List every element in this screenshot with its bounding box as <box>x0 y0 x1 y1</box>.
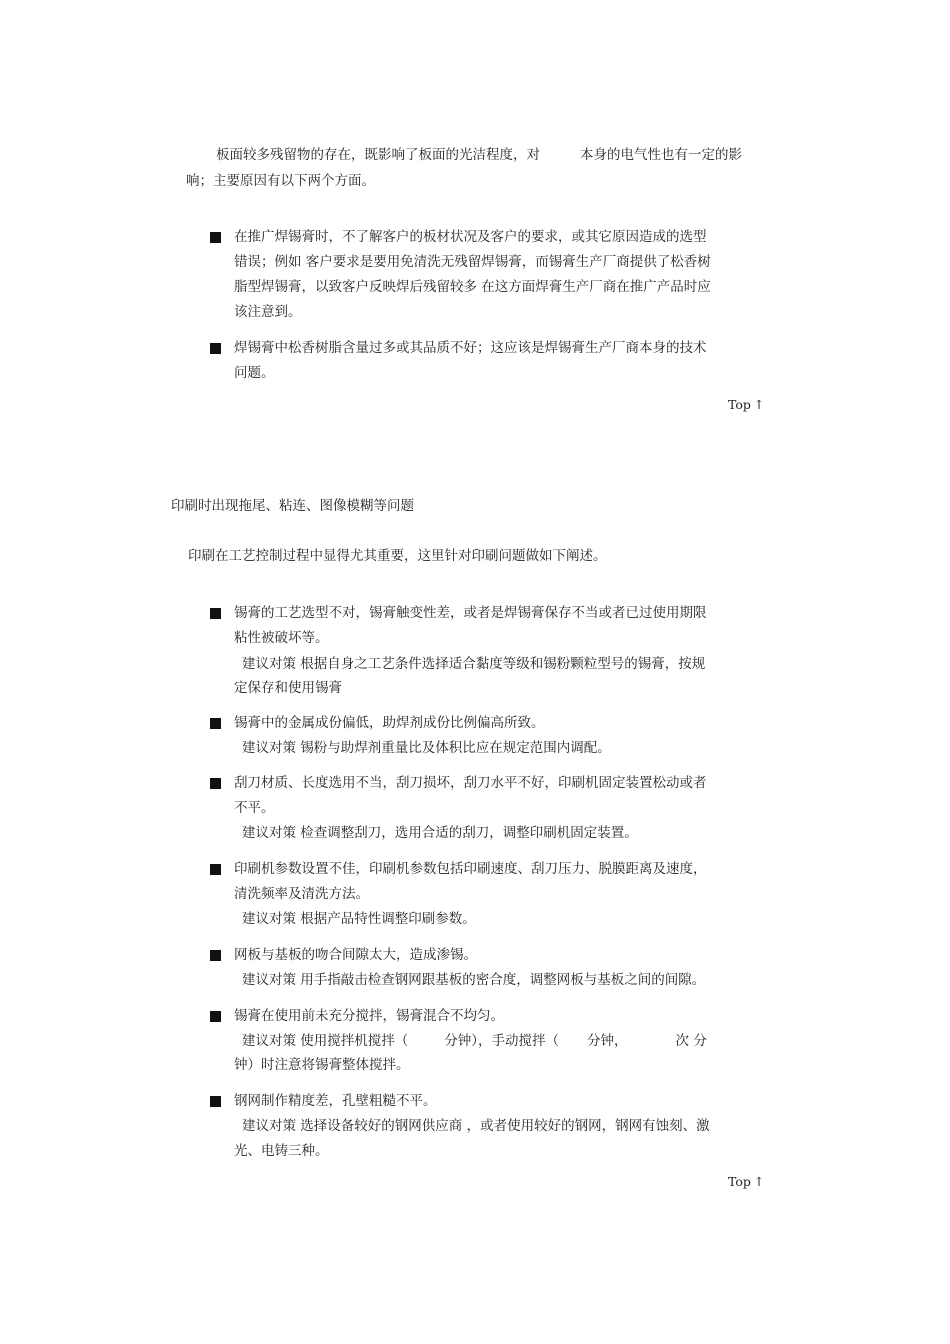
section-intro: 印刷在工艺控制过程中显得尤其重要，这里针对印刷问题做如下阐述。 <box>188 548 607 564</box>
item-3-cause-line-2: 不平。 <box>234 800 275 816</box>
item-6-advice-line-1: 建议对策 使用搅拌机搅拌（ 分钟），手动搅拌（ 分钟， 次 分 <box>242 1033 707 1049</box>
item-2-cause-line-1: 锡膏中的金属成份偏低，助焊剂成份比例偏高所致。 <box>234 715 545 731</box>
arrow-up-icon: ↑ <box>753 397 765 412</box>
bullet-icon <box>210 608 221 619</box>
reason-2-line-2: 问题。 <box>234 365 275 381</box>
bullet-icon <box>210 343 221 354</box>
item-1-advice-line-1: 建议对策 根据自身之工艺条件选择适合黏度等级和锡粉颗粒型号的锡膏，按规 <box>242 656 706 672</box>
section-heading: 印刷时出现拖尾、粘连、图像模糊等问题 <box>171 498 414 514</box>
item-3-cause-line-1: 刮刀材质、长度选用不当，刮刀损坏，刮刀水平不好，印刷机固定装置松动或者 <box>234 775 707 791</box>
reason-1-line-2: 错误；例如 客户要求是要用免清洗无残留焊锡膏，而锡膏生产厂商提供了松香树 <box>234 254 711 270</box>
item-5-advice-line-1: 建议对策 用手指敲击检查钢网跟基板的密合度，调整网板与基板之间的间隙。 <box>242 972 706 988</box>
bullet-icon <box>210 1096 221 1107</box>
bullet-icon <box>210 1011 221 1022</box>
item-7-cause-line-1: 钢网制作精度差，孔壁粗糙不平。 <box>234 1093 437 1109</box>
item-6-advice-line-2: 钟）时注意将锡膏整体搅拌。 <box>234 1057 410 1073</box>
bullet-icon <box>210 778 221 789</box>
item-4-cause-line-2: 清洗频率及清洗方法。 <box>234 886 369 902</box>
reason-2-line-1: 焊锡膏中松香树脂含量过多或其品质不好；这应该是焊锡膏生产厂商本身的技术 <box>234 340 707 356</box>
item-2-advice-line-1: 建议对策 锡粉与助焊剂重量比及体积比应在规定范围内调配。 <box>242 740 611 756</box>
bullet-icon <box>210 718 221 729</box>
bullet-icon <box>210 950 221 961</box>
arrow-up-icon: ↑ <box>753 1174 765 1189</box>
item-3-advice-line-1: 建议对策 检查调整刮刀，选用合适的刮刀，调整印刷机固定装置。 <box>242 825 638 841</box>
item-4-cause-line-1: 印刷机参数设置不佳，印刷机参数包括印刷速度、刮刀压力、脱膜距离及速度， <box>234 861 707 877</box>
back-to-top-link[interactable]: Top ↑ <box>728 397 765 412</box>
reason-1-line-1: 在推广焊锡膏时，不了解客户的板材状况及客户的要求，或其它原因造成的选型 <box>234 229 707 245</box>
item-5-cause-line-1: 网板与基板的吻合间隙太大，造成渗锡。 <box>234 947 477 963</box>
item-1-cause-line-2: 粘性被破坏等。 <box>234 630 329 646</box>
back-to-top-link[interactable]: Top ↑ <box>728 1174 765 1189</box>
item-7-advice-line-1: 建议对策 选择设备较好的钢网供应商 ，或者使用较好的钢网，钢网有蚀刻、激 <box>242 1118 710 1134</box>
reason-1-line-4: 该注意到。 <box>234 304 302 320</box>
item-6-cause-line-1: 锡膏在使用前未充分搅拌，锡膏混合不均匀。 <box>234 1008 504 1024</box>
intro-line-2: 响；主要原因有以下两个方面。 <box>186 173 375 189</box>
item-7-advice-line-2: 光、电铸三种。 <box>234 1143 329 1159</box>
bullet-icon <box>210 232 221 243</box>
item-4-advice-line-1: 建议对策 根据产品特性调整印刷参数。 <box>242 911 476 927</box>
item-1-advice-line-2: 定保存和使用锡膏 <box>234 680 342 696</box>
bullet-icon <box>210 864 221 875</box>
item-1-cause-line-1: 锡膏的工艺选型不对，锡膏触变性差，或者是焊锡膏保存不当或者已过使用期限 <box>234 605 707 621</box>
reason-1-line-3: 脂型焊锡膏，以致客户反映焊后残留较多 在这方面焊膏生产厂商在推广产品时应 <box>234 279 711 295</box>
intro-line-1: 板面较多残留物的存在，既影响了板面的光洁程度，对 本身的电气性也有一定的影 <box>216 147 742 163</box>
